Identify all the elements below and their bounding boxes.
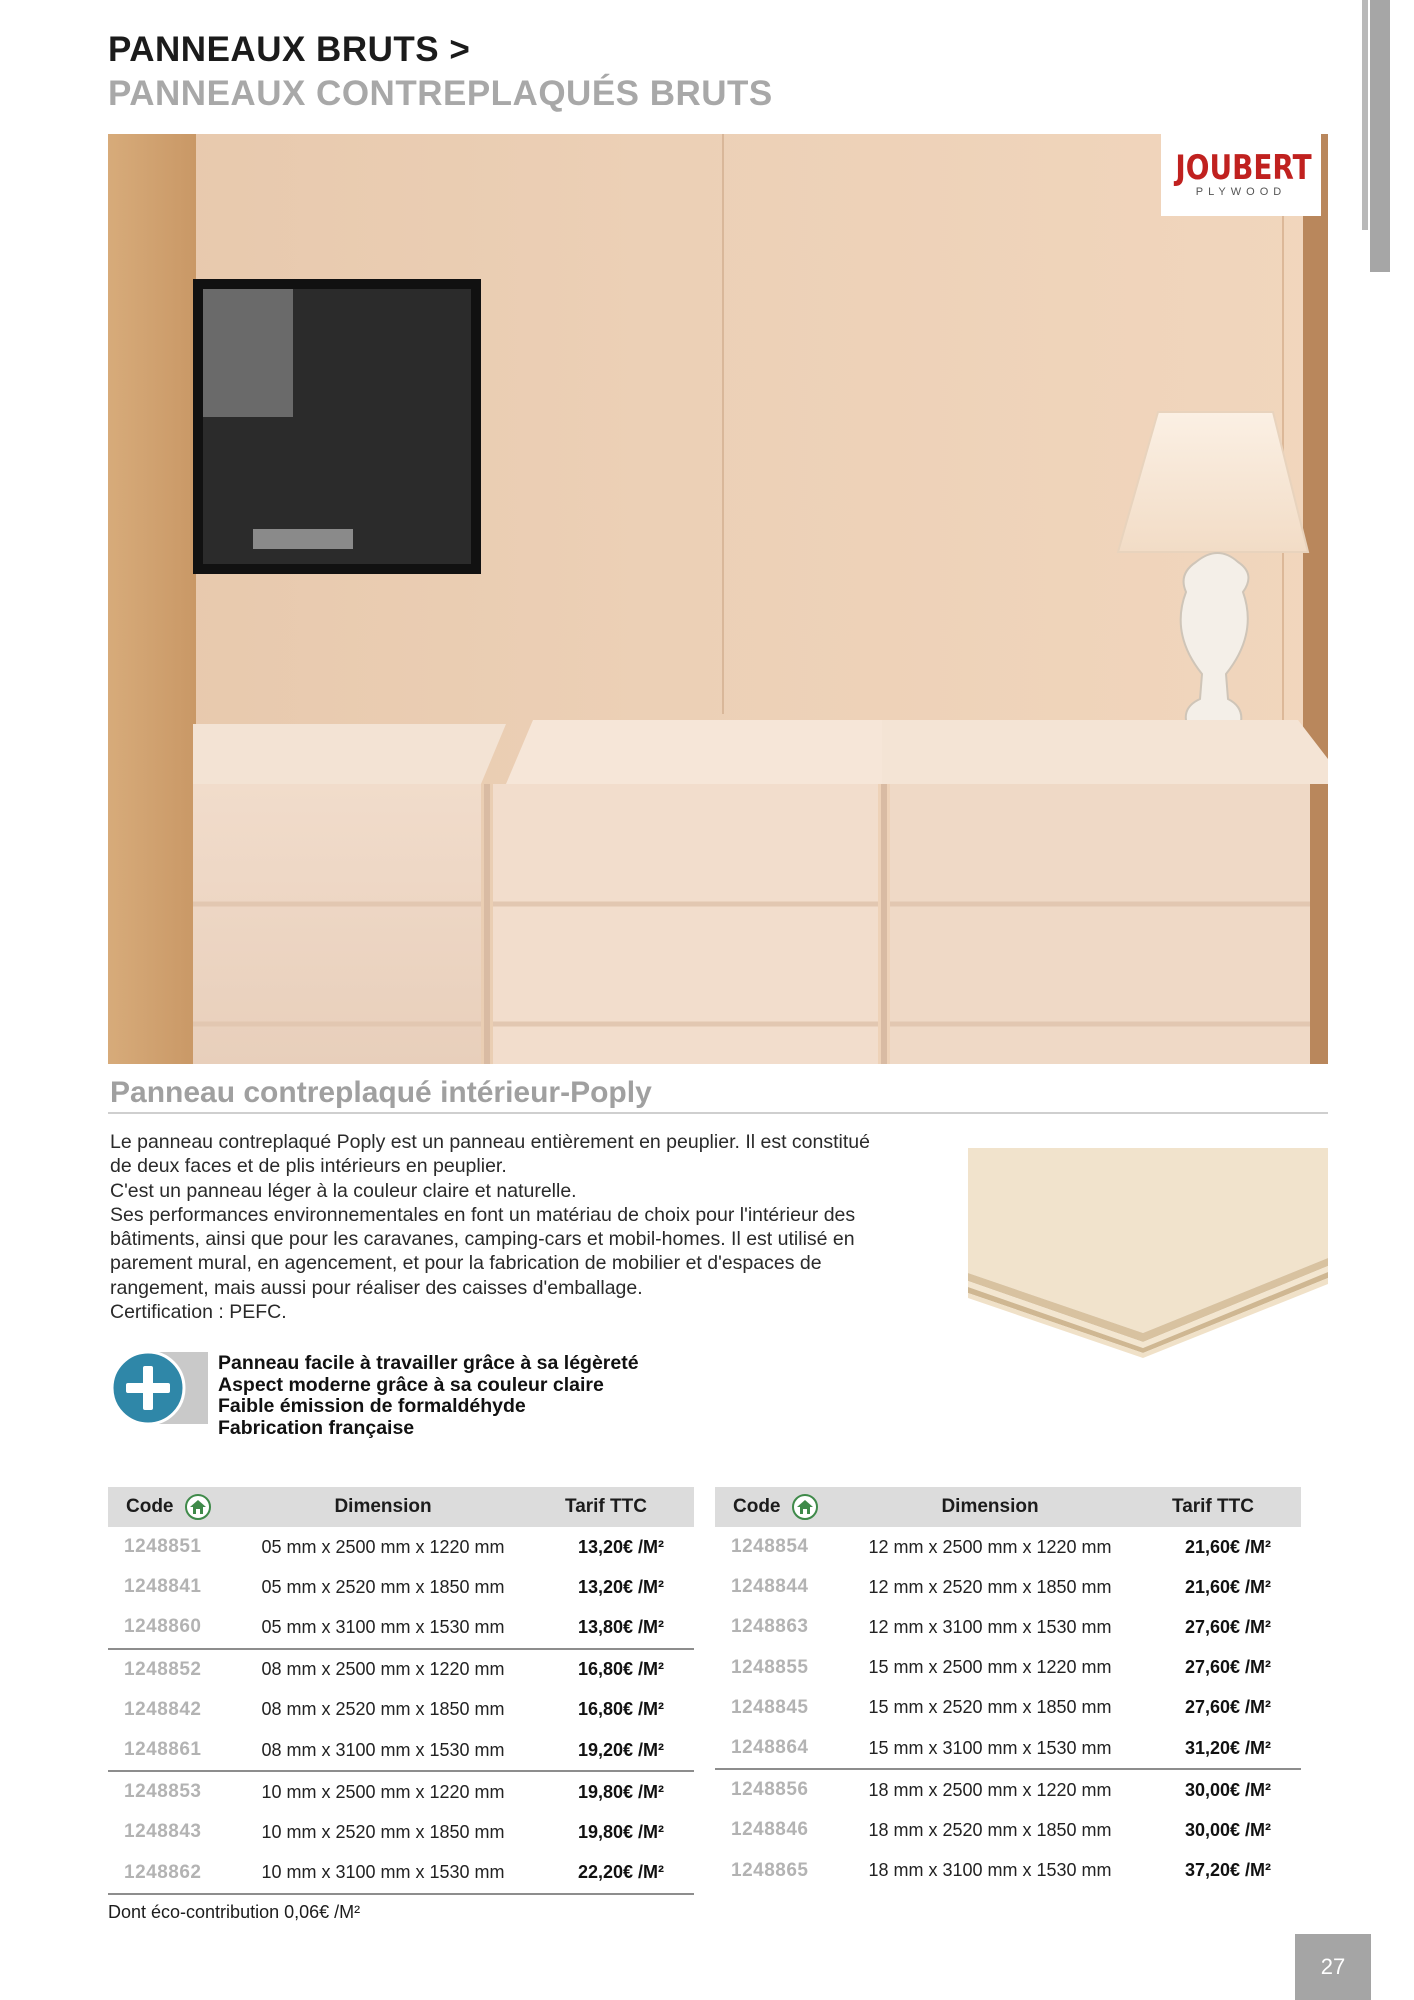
table-header-row: [108, 1487, 694, 1527]
row-code: 1248855: [731, 1656, 809, 1678]
description-paragraph: C'est un panneau léger à la couleur claire et naturelle.: [110, 1179, 577, 1202]
row-dimension: 18 mm x 2520 mm x 1850 mm: [868, 1819, 1112, 1840]
brand-name: JOUBERT: [1175, 148, 1312, 188]
hero-photo: [108, 134, 1328, 1064]
row-dimension: 10 mm x 2520 mm x 1850 mm: [261, 1821, 505, 1842]
row-dimension: 15 mm x 2520 mm x 1850 mm: [868, 1697, 1112, 1718]
table-row: [715, 1851, 1301, 1891]
row-code: 1248841: [124, 1576, 202, 1598]
row-price: 27,60€ /M²: [1184, 1657, 1271, 1678]
table-row: [715, 1527, 1301, 1567]
benefit-item: Aspect moderne grâce à sa couleur claire: [218, 1373, 604, 1396]
row-price: 30,00€ /M²: [1184, 1779, 1271, 1800]
row-code: 1248864: [715, 1728, 855, 1769]
code-header-label: Code: [126, 1496, 174, 1518]
table-row: [108, 1812, 694, 1852]
row-code: 1248852: [124, 1658, 202, 1680]
row-dimension: 12 mm x 2500 mm x 1220 mm: [868, 1536, 1112, 1557]
home-label-icon: [185, 1494, 211, 1520]
table-row: [715, 1810, 1301, 1850]
table-row: [715, 1769, 1301, 1810]
row-price: 19,80€ /M²: [577, 1821, 664, 1842]
row-dimension: 08 mm x 2520 mm x 1850 mm: [261, 1699, 505, 1720]
benefits-list: [218, 1353, 639, 1439]
row-dimension: 18 mm x 2500 mm x 1220 mm: [868, 1779, 1112, 1800]
row-code: 1248845: [731, 1696, 809, 1718]
row-code: 1248856: [731, 1779, 809, 1801]
table-row: [715, 1648, 1301, 1688]
row-dimension: 05 mm x 2520 mm x 1850 mm: [261, 1576, 505, 1597]
table-row: [108, 1527, 694, 1567]
row-price: 16,80€ /M²: [577, 1659, 664, 1680]
row-code: 1248853: [124, 1781, 202, 1803]
table-row: [715, 1607, 1301, 1647]
row-code: 1248865: [731, 1859, 809, 1881]
row-price: 21,60€ /M²: [1184, 1536, 1271, 1557]
row-code: 1248854: [731, 1536, 809, 1558]
row-price: 13,20€ /M²: [577, 1536, 664, 1557]
column-header-code: [715, 1487, 855, 1527]
row-price: 16,80€ /M²: [577, 1699, 664, 1720]
home-label-icon: [792, 1494, 818, 1520]
column-header-price: Tarif TTC: [1125, 1487, 1301, 1527]
plus-circle-icon: [108, 1350, 109, 1351]
product-description: [110, 1130, 890, 1324]
row-price: 19,80€ /M²: [577, 1781, 664, 1802]
row-dimension: 05 mm x 3100 mm x 1530 mm: [248, 1607, 518, 1648]
row-dimension: 12 mm x 2520 mm x 1850 mm: [868, 1576, 1112, 1597]
table-row: [108, 1567, 694, 1607]
description-paragraph: Le panneau contreplaqué Poply est un panneau entièrement en peuplier. Il est constitué de deux faces et de plis intérieurs en peuplier.: [110, 1131, 870, 1178]
row-price: 30,00€ /M²: [1184, 1819, 1271, 1840]
table-row: [715, 1688, 1301, 1728]
table-header-row: [715, 1487, 1301, 1527]
brand-logo: [1161, 134, 1321, 216]
benefit-item: Panneau facile à travailler grâce à sa légèreté: [218, 1352, 639, 1374]
eco-contribution-note: Dont éco-contribution 0,06€ /M²: [108, 1902, 361, 1922]
row-price: 19,20€ /M²: [518, 1730, 694, 1771]
row-code: 1248844: [731, 1576, 809, 1598]
row-price: 21,60€ /M²: [1184, 1576, 1271, 1597]
row-dimension: 12 mm x 3100 mm x 1530 mm: [868, 1616, 1112, 1637]
scrollbar-thumb[interactable]: [1370, 0, 1390, 272]
product-title: Panneau contreplaqué intérieur-Poply: [110, 1076, 652, 1109]
row-code: 1248843: [124, 1821, 202, 1843]
description-paragraph: Certification : PEFC.: [110, 1301, 287, 1324]
plywood-sample-image: [968, 1148, 1328, 1358]
row-dimension: 15 mm x 3100 mm x 1530 mm: [855, 1728, 1125, 1769]
column-header-dimension: Dimension: [248, 1487, 518, 1527]
scrollbar-track: [1362, 0, 1368, 230]
row-dimension: 08 mm x 3100 mm x 1530 mm: [248, 1730, 518, 1771]
table-row: [715, 1728, 1301, 1769]
table-row: [108, 1649, 694, 1690]
column-header-dimension: Dimension: [855, 1487, 1125, 1527]
benefit-item: Faible émission de formaldéhyde: [218, 1395, 526, 1417]
breadcrumb[interactable]: PANNEAUX BRUTS >: [108, 30, 471, 69]
benefits-badge: [108, 1350, 208, 1426]
row-price: 13,20€ /M²: [577, 1576, 664, 1597]
row-price: 27,60€ /M²: [1184, 1616, 1271, 1637]
row-code: 1248846: [731, 1819, 809, 1841]
code-header-label: Code: [733, 1496, 781, 1518]
row-price: 37,20€ /M²: [1184, 1860, 1271, 1881]
row-code: 1248861: [108, 1730, 248, 1771]
row-dimension: 10 mm x 2500 mm x 1220 mm: [261, 1781, 505, 1802]
row-code: 1248851: [124, 1536, 202, 1558]
row-code: 1248860: [108, 1607, 248, 1648]
page-number: 27: [1295, 1934, 1371, 2000]
row-price: 22,20€ /M²: [518, 1853, 694, 1894]
table-row: [715, 1567, 1301, 1607]
table-row: [108, 1690, 694, 1730]
price-table-left: [108, 1487, 694, 1895]
price-table-right: [715, 1487, 1301, 1891]
row-dimension: 08 mm x 2500 mm x 1220 mm: [261, 1659, 505, 1680]
row-dimension: 10 mm x 3100 mm x 1530 mm: [248, 1853, 518, 1894]
table-row: [108, 1853, 694, 1894]
row-dimension: 15 mm x 2500 mm x 1220 mm: [868, 1657, 1112, 1678]
row-dimension: 18 mm x 3100 mm x 1530 mm: [868, 1860, 1112, 1881]
benefit-item: Fabrication française: [218, 1416, 415, 1439]
row-code: 1248863: [731, 1616, 809, 1638]
row-code: 1248842: [124, 1698, 202, 1720]
column-header-code: [108, 1487, 248, 1527]
row-code: 1248862: [108, 1853, 248, 1894]
column-header-price: Tarif TTC: [518, 1487, 694, 1527]
table-row: [108, 1730, 694, 1771]
table-row: [108, 1607, 694, 1648]
section-divider: [108, 1112, 1328, 1114]
table-row: [108, 1771, 694, 1812]
row-price: 13,80€ /M²: [518, 1607, 694, 1648]
brand-tagline: PLYWOOD: [1195, 186, 1287, 198]
row-dimension: 05 mm x 2500 mm x 1220 mm: [261, 1536, 505, 1557]
page-title: PANNEAUX CONTREPLAQUÉS BRUTS: [108, 74, 773, 113]
row-price: 31,20€ /M²: [1125, 1728, 1301, 1769]
description-paragraph: Ses performances environnementales en font un matériau de choix pour l'intérieur des bâtiments, ainsi que pour les caravanes, camping-cars et mobil-homes. Il est utilisé en parement mural, en agencement, et pour la fabrication de mobilier et d'espaces de rangement, mais aussi pour réaliser des caisses d'emballage.: [110, 1203, 856, 1299]
row-price: 27,60€ /M²: [1184, 1697, 1271, 1718]
